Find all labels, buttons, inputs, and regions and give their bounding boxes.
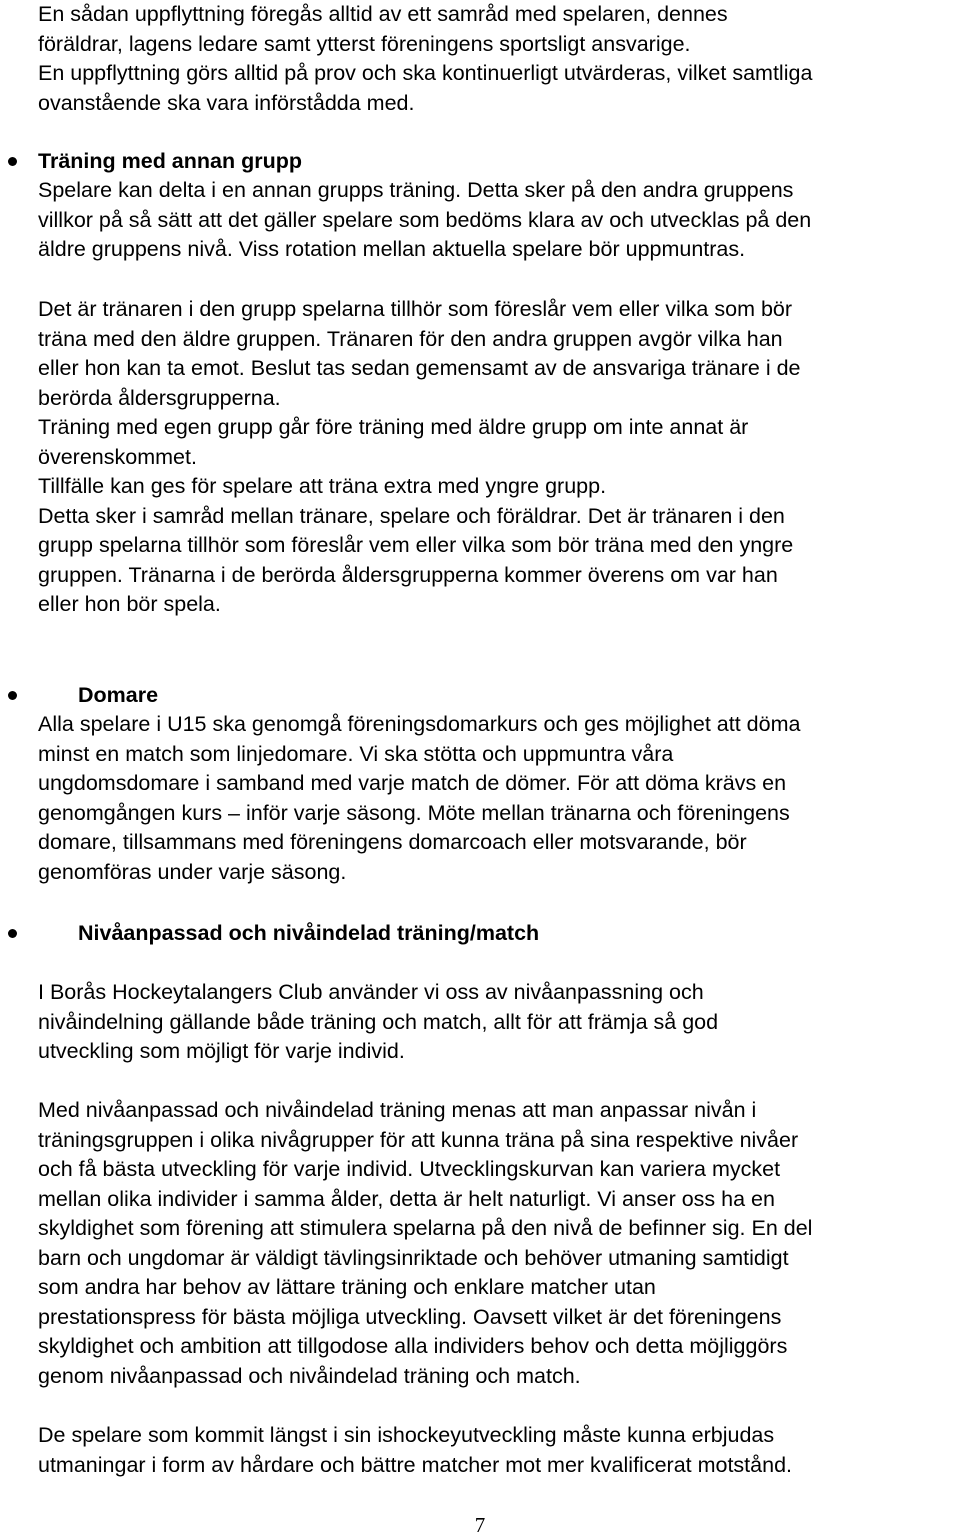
page-number: 7	[474, 1513, 486, 1537]
text-line: ungdomsdomare i samband med varje match de dömer. För att döma krävs en	[38, 771, 787, 795]
bullet-icon	[8, 157, 17, 166]
text-line: ovanstående ska vara införstådda med.	[38, 90, 415, 115]
text-line: skyldighet som förening att stimulera spelarna på den nivå de befinner sig. En del	[38, 1216, 813, 1240]
text-line: eller hon bör spela.	[38, 592, 221, 616]
text-line: som andra har behov av lättare träning och enklare matcher utan	[38, 1275, 656, 1299]
text-line: eller hon kan ta emot. Beslut tas sedan gemensamt av de ansvariga tränare i de	[38, 356, 801, 380]
text-line: gruppen. Tränarna i de berörda åldersgrupperna kommer överens om var han	[38, 562, 778, 587]
training-other-group-paragraph-1	[38, 176, 960, 265]
text-line: skyldighet och ambition att tillgodose alla individers behov och detta möjliggörs	[38, 1334, 788, 1358]
bullet-icon	[8, 691, 17, 700]
text-line: överenskommet.	[38, 444, 197, 469]
text-line: villkor på så sätt att det gäller spelare som bedöms klara av och utvecklas på den	[38, 207, 812, 232]
text-line: berörda åldersgrupperna.	[38, 385, 281, 410]
text-line: grupp spelarna tillhör som föreslår vem eller vilka som bör träna med den yngre	[38, 533, 794, 557]
text-line: mellan olika individer i samma ålder, detta är helt naturligt. Vi anser oss ha en	[38, 1186, 775, 1211]
intro-paragraph	[38, 0, 960, 118]
text-line: och få bästa utveckling för varje individ. Utvecklingskurvan kan variera mycket	[38, 1157, 781, 1181]
text-line: genomgången kurs – inför varje säsong. Möte mellan tränarna och föreningens	[38, 800, 790, 825]
text-line: Tillfälle kan ges för spelare att träna extra med yngre grupp.	[38, 474, 607, 498]
text-line: Det är tränaren i den grupp spelarna tillhör som föreslår vem eller vilka som bör	[38, 297, 793, 321]
text-line: Med nivåanpassad och nivåindelad träning menas att man anpassar nivån i	[38, 1098, 757, 1122]
text-line: barn och ungdomar är väldigt tävlingsinriktade och behöver utmaning samtidigt	[38, 1245, 789, 1270]
referee-paragraph	[38, 710, 960, 887]
text-line: domare, tillsammans med föreningens domarcoach eller motsvarande, bör	[38, 830, 747, 854]
level-training-paragraph-1	[38, 978, 960, 1067]
text-line: nivåindelning gällande både träning och match, allt för att främja så god	[38, 1009, 719, 1034]
section-heading-training-other-group: Träning med annan grupp	[38, 149, 302, 173]
text-line: föräldrar, lagens ledare samt ytterst föreningens sportsligt ansvarige.	[38, 31, 691, 56]
text-line: utmaningar i form av hårdare och bättre matcher mot mer kvalificerat motstånd.	[38, 1452, 793, 1477]
text-line: De spelare som kommit längst i sin ishockeyutveckling måste kunna erbjudas	[38, 1423, 775, 1447]
text-line: En sådan uppflyttning föregås alltid av ett samråd med spelaren, dennes	[38, 2, 728, 26]
text-line: träningsgruppen i olika nivågrupper för att kunna träna på sina respektive nivåer	[38, 1127, 799, 1152]
text-line: träna med den äldre gruppen. Tränaren för den andra gruppen avgör vilka han	[38, 326, 783, 351]
text-line: En uppflyttning görs alltid på prov och ska kontinuerligt utvärderas, vilket samtliga	[38, 61, 813, 85]
section-heading-level-training: Nivåanpassad och nivåindelad träning/match	[78, 921, 540, 945]
level-training-paragraph-3	[38, 1421, 960, 1480]
training-other-group-paragraph-2	[38, 295, 960, 620]
text-line: genom nivåanpassad och nivåindelad träning och match.	[38, 1363, 581, 1388]
text-line: utveckling som möjligt för varje individ.	[38, 1039, 405, 1063]
text-line: äldre gruppens nivå. Viss rotation mellan aktuella spelare bör uppmuntras.	[38, 237, 746, 261]
text-line: minst en match som linjedomare. Vi ska stötta och uppmuntra våra	[38, 741, 674, 766]
text-line: Spelare kan delta i en annan grupps träning. Detta sker på den andra gruppens	[38, 178, 794, 202]
level-training-paragraph-2	[38, 1096, 960, 1391]
text-line: Detta sker i samråd mellan tränare, spelare och föräldrar. Det är tränaren i den	[38, 503, 785, 528]
text-line: genomföras under varje säsong.	[38, 859, 347, 884]
text-line: I Borås Hockeytalangers Club använder vi oss av nivåanpassning och	[38, 980, 704, 1004]
section-heading-referee: Domare	[78, 683, 159, 707]
text-line: Träning med egen grupp går före träning med äldre grupp om inte annat är	[38, 415, 749, 439]
text-line: Alla spelare i U15 ska genomgå föreningsdomarkurs och ges möjlighet att döma	[38, 712, 801, 736]
bullet-icon	[8, 929, 17, 938]
text-line: prestationspress för bästa möjliga utveckling. Oavsett vilket är det föreningens	[38, 1304, 782, 1329]
